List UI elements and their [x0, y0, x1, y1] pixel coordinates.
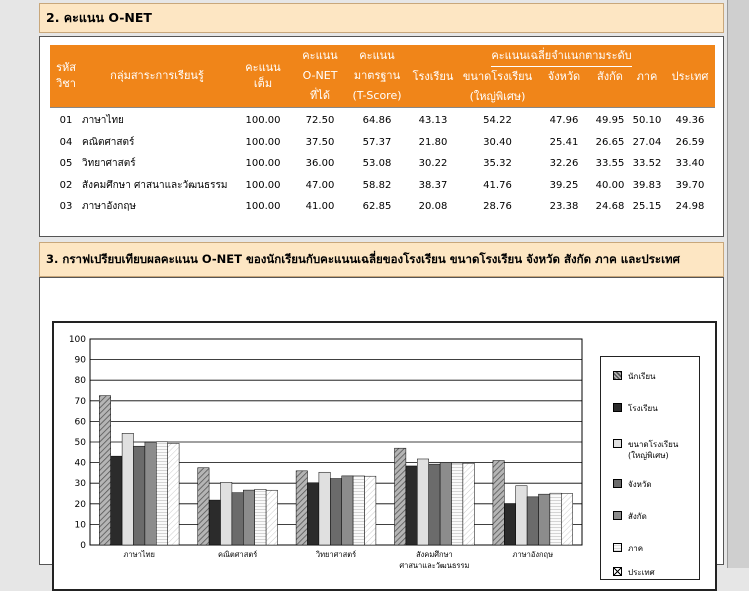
bar-0-0 — [99, 396, 110, 545]
cell-size: 30.40 — [483, 136, 512, 148]
chart-frame — [52, 321, 717, 591]
section-onet-header — [39, 3, 724, 33]
y-tick-label: 20 — [74, 499, 86, 510]
cell-province: 25.41 — [549, 136, 579, 148]
onet-score-table — [50, 45, 715, 218]
y-tick-label: 60 — [74, 417, 86, 428]
cell-subject: วิทยาศาสตร์ — [82, 158, 136, 170]
legend-swatch — [613, 567, 622, 576]
cell-size: 35.32 — [483, 158, 512, 170]
x-category-label: ศาสนาและวัฒนธรรม — [399, 561, 470, 570]
th-country: ประเทศ — [665, 67, 715, 87]
bar-0-3 — [395, 448, 406, 545]
th-onet-score: คะแนน O-NET ที่ได้ — [294, 45, 346, 108]
cell-tscore: 62.85 — [362, 201, 392, 213]
table-row — [50, 132, 715, 154]
cell-code: 04 — [59, 136, 73, 148]
cell-subject: ภาษาไทย — [82, 115, 124, 127]
bar-1-0 — [111, 456, 122, 545]
legend-label — [628, 439, 678, 461]
bar-5-4 — [550, 493, 561, 545]
th-region: ภาค — [629, 67, 665, 87]
legend-swatch — [613, 371, 622, 380]
bar-4-3 — [440, 463, 451, 545]
cell-affiliation: 24.68 — [595, 201, 625, 213]
th-province: จังหวัด — [537, 67, 591, 87]
table-row — [50, 153, 715, 175]
th-school-size-note: (ใหญ่พิเศษ) — [458, 87, 537, 108]
legend-label — [628, 403, 658, 414]
legend-label-line: ขนาดโรงเรียน — [628, 440, 679, 449]
cell-region: 33.52 — [632, 158, 662, 170]
bar-5-1 — [255, 489, 266, 545]
cell-code: 01 — [59, 115, 73, 127]
cell-country: 33.40 — [675, 158, 705, 170]
cell-affiliation: 49.95 — [595, 115, 625, 127]
cell-school: 20.08 — [418, 201, 448, 213]
th-school-size: ขนาดโรงเรียน — [458, 67, 537, 87]
bar-2-0 — [122, 433, 133, 545]
bar-2-2 — [319, 472, 330, 545]
cell-school: 21.80 — [418, 136, 448, 148]
chart-panel — [39, 277, 724, 577]
bar-1-1 — [209, 500, 220, 545]
bar-2-1 — [221, 482, 232, 545]
table-row — [50, 175, 715, 197]
legend-label-line: สังกัด — [628, 512, 647, 521]
legend-item — [613, 543, 643, 554]
cell-onet: 72.50 — [305, 115, 335, 127]
score-rows — [50, 108, 715, 218]
cell-subject: คณิตศาสตร์ — [82, 136, 135, 148]
y-tick-label: 10 — [74, 520, 86, 531]
bar-4-0 — [145, 442, 156, 545]
cell-full: 100.00 — [245, 115, 281, 127]
legend-label-line: ประเทศ — [628, 568, 655, 577]
legend-item — [613, 371, 656, 382]
legend-label-line: โรงเรียน — [628, 404, 658, 413]
cell-onet: 41.00 — [305, 201, 335, 213]
bar-6-3 — [463, 463, 474, 545]
bar-4-2 — [342, 476, 353, 545]
legend-label — [628, 511, 647, 522]
cell-school: 38.37 — [418, 179, 448, 191]
cell-province: 23.38 — [549, 201, 579, 213]
legend-item — [613, 511, 647, 522]
legend-item — [613, 479, 652, 490]
legend-label-line: (ใหญ่พิเศษ) — [628, 451, 669, 460]
cell-school: 43.13 — [418, 115, 448, 127]
cell-full: 100.00 — [245, 158, 281, 170]
x-category-label: คณิตศาสตร์ — [217, 550, 258, 559]
th-average-group: คะแนนเฉลี่ยจำแนกตามระดับ — [408, 45, 715, 67]
bar-6-0 — [168, 443, 179, 545]
table-row — [50, 196, 715, 218]
bar-0-1 — [198, 468, 209, 545]
cell-country: 49.36 — [675, 115, 705, 127]
cell-region: 39.83 — [632, 179, 662, 191]
bar-0-4 — [493, 461, 504, 545]
cell-full: 100.00 — [245, 136, 281, 148]
cell-affiliation: 40.00 — [595, 179, 625, 191]
legend-item — [613, 567, 655, 578]
bar-4-4 — [539, 494, 550, 545]
cell-region: 27.04 — [632, 136, 662, 148]
legend-label — [628, 567, 655, 578]
cell-full: 100.00 — [245, 201, 281, 213]
th-affiliation: สังกัด — [591, 67, 629, 87]
legend-item — [613, 403, 658, 414]
th-subject: กลุ่มสาระการเรียนรู้ — [82, 45, 232, 108]
cell-region: 50.10 — [632, 115, 662, 127]
cell-tscore: 53.08 — [362, 158, 392, 170]
cell-tscore: 57.37 — [362, 136, 392, 148]
cell-province: 47.96 — [549, 115, 579, 127]
cell-region: 25.15 — [632, 201, 662, 213]
cell-onet: 37.50 — [305, 136, 335, 148]
legend-swatch — [613, 439, 622, 448]
cell-subject: สังคมศึกษา ศาสนาและวัฒนธรรม — [82, 179, 228, 191]
y-tick-label: 90 — [74, 355, 86, 366]
y-tick-label: 30 — [74, 479, 86, 490]
cell-code: 05 — [59, 158, 73, 170]
cell-onet: 47.00 — [305, 179, 335, 191]
bar-2-3 — [417, 459, 428, 545]
bar-6-4 — [561, 494, 572, 545]
cell-size: 28.76 — [483, 201, 512, 213]
x-category-label: สังคมศึกษา — [416, 550, 453, 559]
legend-item — [613, 439, 678, 461]
y-tick-label: 80 — [74, 376, 86, 387]
legend-label — [628, 543, 643, 554]
x-category-label: ภาษาอังกฤษ — [512, 550, 554, 559]
cell-affiliation: 26.65 — [595, 136, 625, 148]
legend-label-line: นักเรียน — [628, 372, 656, 381]
onet-score-panel — [39, 36, 724, 237]
bar-6-1 — [266, 490, 277, 545]
y-tick-label: 40 — [74, 458, 86, 469]
th-school: โรงเรียน — [408, 67, 458, 87]
bar-1-3 — [406, 466, 417, 545]
bar-6-2 — [365, 476, 376, 545]
cell-country: 26.59 — [675, 136, 705, 148]
cell-code: 03 — [59, 201, 73, 213]
cell-tscore: 58.82 — [362, 179, 392, 191]
cell-tscore: 64.86 — [362, 115, 392, 127]
bar-3-3 — [429, 464, 440, 545]
cell-school: 30.22 — [418, 158, 448, 170]
cell-affiliation: 33.55 — [595, 158, 625, 170]
cell-full: 100.00 — [245, 179, 281, 191]
bar-3-1 — [232, 493, 243, 545]
legend-label — [628, 479, 652, 490]
cell-size: 54.22 — [483, 115, 512, 127]
y-tick-label: 100 — [68, 335, 86, 345]
legend-swatch — [613, 543, 622, 552]
bar-3-0 — [134, 446, 145, 545]
bar-1-4 — [504, 504, 515, 545]
bar-2-4 — [516, 486, 527, 545]
bar-3-2 — [330, 479, 341, 545]
bar-1-2 — [308, 483, 319, 545]
bar-5-0 — [156, 442, 167, 545]
cell-country: 24.98 — [675, 201, 705, 213]
legend-swatch — [613, 511, 622, 520]
legend-label-line: ภาค — [628, 544, 644, 553]
cell-subject: ภาษาอังกฤษ — [82, 201, 137, 213]
bar-0-2 — [296, 471, 307, 545]
y-tick-label: 0 — [80, 541, 86, 551]
bar-4-1 — [243, 490, 254, 545]
section-chart-header — [39, 242, 724, 277]
y-tick-label: 50 — [74, 438, 86, 448]
cell-size: 41.76 — [483, 179, 512, 191]
legend-label — [628, 371, 656, 382]
section-onet-title: 2. คะแนน O-NET — [46, 10, 152, 25]
legend-swatch — [613, 403, 622, 412]
cell-country: 39.70 — [675, 179, 705, 191]
bar-5-2 — [353, 476, 364, 545]
page-margin — [728, 0, 749, 568]
cell-province: 39.25 — [549, 179, 579, 191]
x-category-label: วิทยาศาสตร์ — [315, 550, 357, 559]
cell-onet: 36.00 — [305, 158, 335, 170]
th-tscore: คะแนน มาตรฐาน (T-Score) — [346, 45, 408, 108]
bar-5-3 — [452, 463, 463, 545]
legend-label-line: จังหวัด — [628, 480, 652, 489]
y-tick-label: 70 — [74, 396, 86, 407]
section-chart-title: 3. กราฟเปรียบเทียบผลคะแนน O-NET ของนักเรียนกับคะแนนเฉลี่ยของโรงเรียน ขนาดโรงเรียน จังหวัด สังกัด ภาค และประเทศ — [46, 251, 680, 266]
cell-code: 02 — [59, 179, 73, 191]
legend-swatch — [613, 479, 622, 488]
th-code: รหัส วิชา — [50, 45, 82, 108]
table-row — [50, 108, 715, 132]
chart-legend — [600, 356, 700, 580]
bar-3-4 — [527, 497, 538, 545]
cell-province: 32.26 — [549, 158, 579, 170]
x-category-label: ภาษาไทย — [123, 550, 155, 559]
th-full-score: คะแนน เต็ม — [232, 45, 294, 108]
